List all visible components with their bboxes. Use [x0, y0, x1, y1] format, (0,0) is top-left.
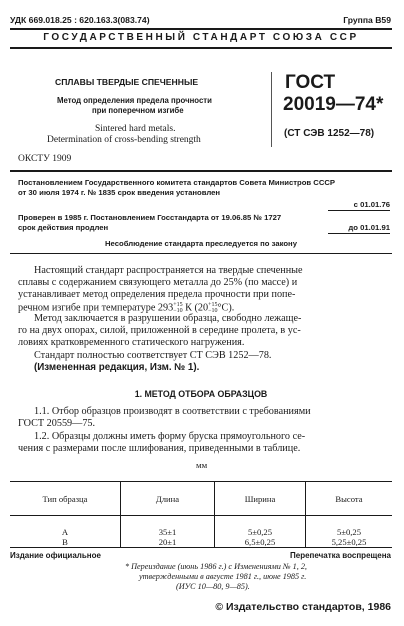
intro-paragraph-2: Метод заключается в разрушении образца, свободно лежаще- го на двух опорах, силой, приложенной в середине пролета, в ус- ловиях кратковременного статического нагружения.: [18, 313, 302, 349]
gost-label: ГОСТ: [285, 72, 336, 93]
header-rule-bottom: [10, 47, 392, 49]
official-edition-label: Издание официальное: [10, 551, 101, 560]
table-header-row: [10, 482, 392, 516]
decree-line-3: Проверен в 1985 г. Постановлением Госстандарта от 19.06.85 № 1727: [18, 213, 282, 222]
table-cell: 5±0,25: [215, 527, 306, 537]
standard-banner: ГОСУДАРСТВЕННЫЙ СТАНДАРТ СОЮЗА ССР: [43, 32, 359, 43]
title-english-1: Sintered hard metals.: [95, 124, 176, 134]
copyright-line: © Издательство стандартов, 1986: [215, 601, 391, 613]
table-cell: В: [62, 537, 68, 547]
table-header-cell: Длина: [121, 482, 215, 516]
table-cell: 5±0,25: [306, 527, 393, 537]
title-main: СПЛАВЫ ТВЕРДЫЕ СПЕЧЕННЫЕ: [55, 77, 199, 87]
header-rule-top: [10, 28, 392, 30]
reissue-note-2: утвержденными в августе 1981 г., июне 1985 г.: [139, 572, 307, 581]
title-english-2: Determination of cross-bending strength: [47, 135, 201, 145]
table-cell: 5,25±0,25: [306, 537, 393, 548]
intro-paragraph-1: Настоящий стандарт распространяется на твердые спеченные сплавы с содержанием связующего металла до 25% (по массе) и устанавливает метод определения предела прочности при попе- речном изгибе при температуре 293+15 −10 К (20+15 −10°С).: [18, 265, 303, 314]
reissue-note-3: (ИУС 10—80, 9—85).: [176, 582, 250, 591]
table-cell: 20±1: [121, 537, 215, 548]
edition-note: (Измененная редакция, Изм. № 1).: [34, 362, 200, 373]
table-cell: 35±1: [121, 527, 215, 537]
table-row: [10, 537, 392, 548]
table-unit: мм: [196, 460, 208, 470]
section-1-paragraph-2: 1.2. Образцы должны иметь форму бруска прямоугольного се- чения с размерами после шлифования, приведенными в таблице.: [18, 431, 306, 455]
decree-date-1: с 01.01.76: [353, 200, 390, 209]
udk-code: УДК 669.018.25 : 620.163.3(083.74): [10, 15, 150, 25]
table-row: [10, 527, 392, 537]
decree-line-2: от 30 июля 1974 г. № 1835 срок введения установлен: [18, 188, 221, 197]
gost-number: 20019—74*: [283, 94, 384, 115]
prosecution-notice: Несоблюдение стандарта преследуется по закону: [105, 239, 297, 248]
title-rule: [10, 170, 392, 172]
specimen-table: [10, 481, 392, 548]
decree-date-2: до 01.01.91: [348, 223, 390, 232]
decree-line-4: срок действия продлен: [18, 223, 109, 232]
title-divider: [271, 72, 272, 147]
title-sub-1: Метод определения предела прочности: [57, 96, 212, 105]
decree-rule: [10, 253, 392, 254]
reprint-prohibited-label: Перепечатка воспрещена: [290, 551, 391, 560]
st-sev-number: (СТ СЭВ 1252—78): [284, 128, 375, 139]
table-cell: А: [61, 527, 69, 537]
okstu-code: ОКСТУ 1909: [18, 154, 72, 164]
table-header-cell: Ширина: [215, 482, 306, 516]
table-header-cell: Тип образца: [42, 493, 88, 504]
intro-paragraph-3: Стандарт полностью соответствует СТ СЭВ 1252—78.: [34, 350, 272, 361]
section-1-heading: 1. МЕТОД ОТБОРА ОБРАЗЦОВ: [134, 389, 268, 399]
table-row: [10, 516, 392, 528]
group-code: Группа В59: [343, 15, 391, 25]
title-sub-2: при поперечном изгибе: [92, 106, 184, 115]
table-cell: 6,5±0,25: [215, 537, 306, 548]
reissue-note-1: * Переиздание (июнь 1986 г.) с Изменениями № 1, 2,: [125, 562, 307, 571]
decree-line-1: Постановлением Государственного комитета стандартов Совета Министров СССР: [18, 178, 336, 187]
table-header-cell: Высота: [306, 482, 393, 516]
decree-date-1-rule: [328, 210, 390, 211]
decree-date-2-rule: [328, 233, 390, 234]
section-1-paragraph-1: 1.1. Отбор образцов производят в соответствии с требованиями ГОСТ 20559—75.: [18, 406, 311, 430]
